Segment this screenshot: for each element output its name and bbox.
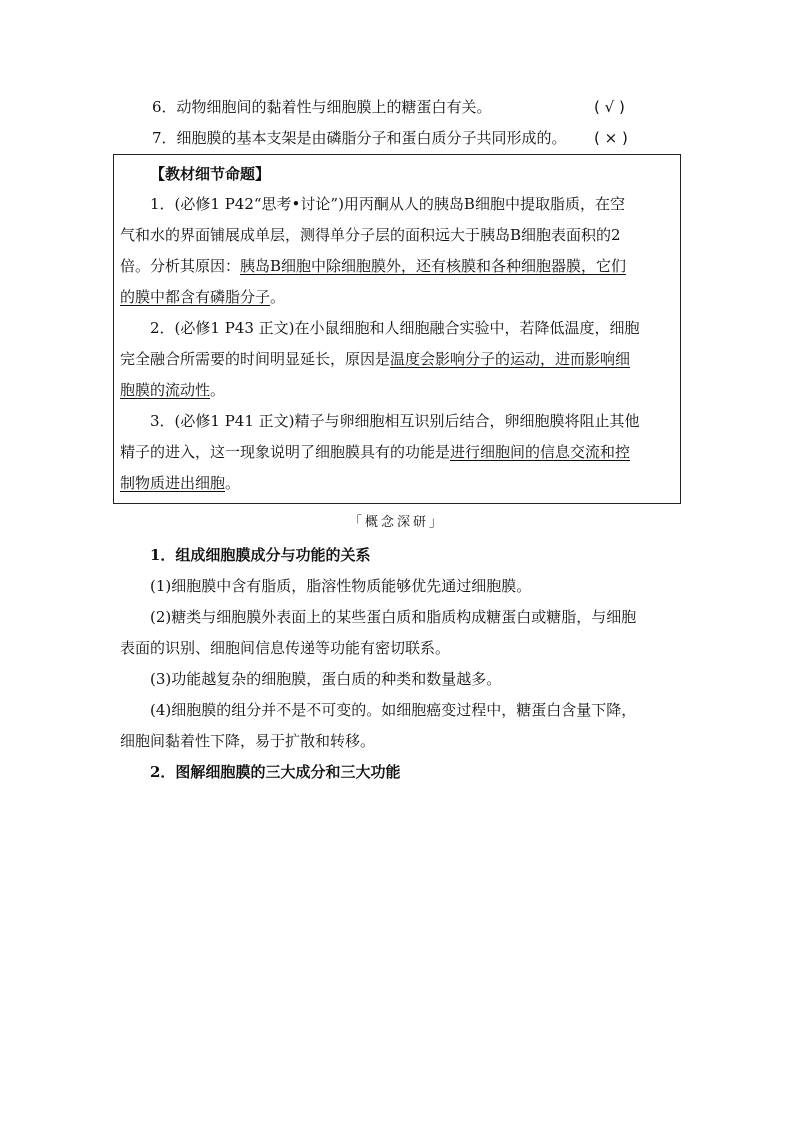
q3-prompt: 精子的进入，这一现象说明了细胞膜具有的功能是: [120, 443, 451, 461]
concept-point-2-row-2: 表面的识别、细胞间信息传递等功能有密切联系。: [120, 639, 451, 657]
q1-row-1: 1．(必修1 P42“思考•讨论”)用丙酮从人的胰岛B细胞中提取脂质，在空: [150, 195, 625, 213]
concept-point-4-row-2: 细胞间黏着性下降，易于扩散和转移。: [120, 732, 376, 750]
textbook-box-title-row: [120, 159, 675, 190]
q3-row-1: 3．(必修1 P41 正文)精子与卵细胞相互识别后结合，卵细胞膜将阻止其他: [150, 412, 640, 430]
judgment-6-mark: ( √ ): [594, 98, 625, 116]
concept-point-2-row-1: (2)糖类与细胞膜外表面上的某些蛋白质和脂质构成糖蛋白或糖脂，与细胞: [150, 608, 637, 626]
judgment-7: [152, 128, 567, 148]
q2-row-2: [120, 344, 675, 375]
q3-row-2: [120, 437, 675, 468]
textbook-question-2: [120, 313, 675, 406]
q1-row-2: 气和水的界面铺展成单层，测得单分子层的面积远大于胰岛B细胞表面积的2: [120, 226, 621, 244]
q1-answer-part-2: 的膜中都含有磷脂分子: [120, 288, 271, 306]
q1-row-4: 的膜中都含有磷脂分子。: [120, 288, 286, 306]
concept-point-1: (1)细胞膜中含有脂质，脂溶性物质能够优先通过细胞膜。: [150, 577, 532, 595]
concept-point-3: (3)功能越复杂的细胞膜，蛋白质的种类和数量越多。: [150, 670, 502, 688]
judgment-6: [152, 97, 492, 117]
q3-row-3: 制物质进出细胞。: [120, 474, 241, 492]
q2-row-3: 胞膜的流动性。: [120, 381, 226, 399]
q2-prompt: 完全融合所需要的时间明显延长，原因是: [120, 350, 391, 368]
q3-answer-part-1: 进行细胞间的信息交流和控: [450, 443, 631, 461]
textbook-box-title: 【教材细节命题】: [150, 165, 271, 183]
textbook-question-1: [120, 189, 675, 313]
q2-answer-part-2: 胞膜的流动性: [120, 381, 211, 399]
judgment-7-text: 7．细胞膜的基本支架是由磷脂分子和蛋白质分子共同形成的。: [152, 129, 567, 147]
q1-answer-part-1: 胰岛B细胞中除细胞膜外，还有核膜和各种细胞器膜，它们: [240, 257, 627, 275]
q2-answer-part-1: 温度会影响分子的运动，进而影响细: [390, 350, 631, 368]
concept-point-4-row-1: (4)细胞膜的组分并不是不可变的。如细胞癌变过程中，糖蛋白含量下降，: [150, 701, 637, 719]
concept-heading-1: 1．组成细胞膜成分与功能的关系: [150, 546, 371, 564]
section-label: 「概念深研」: [348, 515, 445, 530]
concept-heading-2: 2．图解细胞膜的三大成分和三大功能: [150, 763, 401, 781]
textbook-question-3: [120, 406, 675, 499]
judgment-6-text: 6．动物细胞间的黏着性与细胞膜上的糖蛋白有关。: [152, 98, 492, 116]
q1-prompt: 倍。分析其原因：: [120, 257, 241, 275]
q2-row-1: 2．(必修1 P43 正文)在小鼠细胞和人细胞融合实验中，若降低温度，细胞: [150, 319, 640, 337]
concept-section: [120, 540, 675, 788]
q1-row-3: [120, 251, 675, 282]
q3-answer-part-2: 制物质进出细胞: [120, 474, 226, 492]
judgment-7-mark: ( × ): [594, 129, 628, 147]
